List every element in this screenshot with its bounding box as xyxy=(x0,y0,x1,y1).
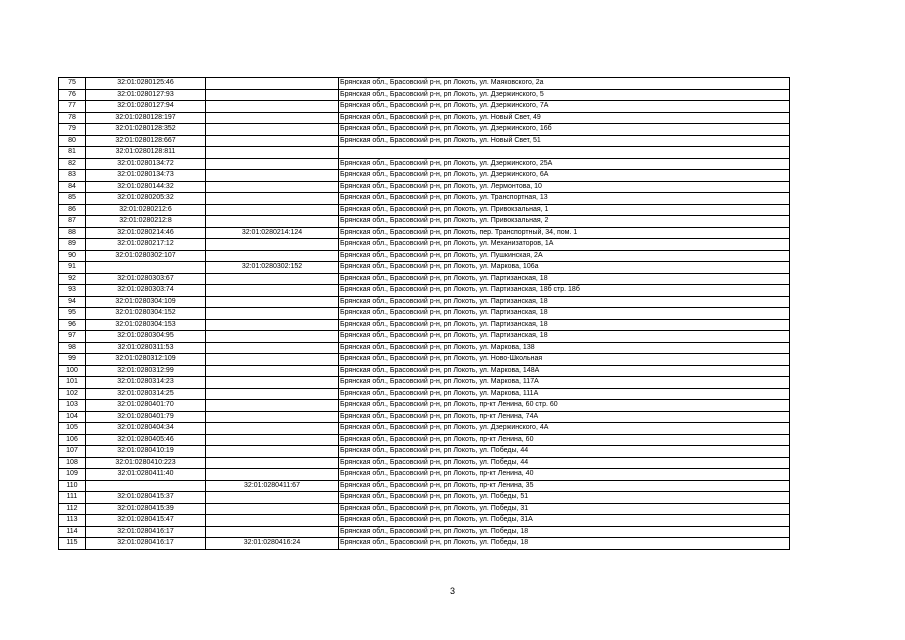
table-row xyxy=(59,89,790,101)
row-number-cell: 75 xyxy=(59,78,86,90)
object-cadastral-number-cell xyxy=(206,377,339,389)
row-number-cell: 115 xyxy=(59,538,86,550)
table-row xyxy=(59,124,790,136)
land-cadastral-number-cell: 32:01:0280415:39 xyxy=(86,503,206,515)
row-number-cell: 90 xyxy=(59,250,86,262)
land-cadastral-number-cell: 32:01:0280415:37 xyxy=(86,492,206,504)
table-row xyxy=(59,273,790,285)
object-cadastral-number-cell xyxy=(206,526,339,538)
object-cadastral-number-cell xyxy=(206,89,339,101)
row-number-cell: 87 xyxy=(59,216,86,228)
table-row xyxy=(59,526,790,538)
address-cell: Брянская обл., Брасовский р-н, рп Локоть, ул. Новый Свет, 49 xyxy=(339,112,790,124)
table-row xyxy=(59,170,790,182)
address-cell: Брянская обл., Брасовский р-н, рп Локоть, ул. Маркова, 111А xyxy=(339,388,790,400)
row-number-cell: 76 xyxy=(59,89,86,101)
land-cadastral-number-cell: 32:01:0280128:811 xyxy=(86,147,206,159)
row-number-cell: 102 xyxy=(59,388,86,400)
address-cell: Брянская обл., Брасовский р-н, рп Локоть, ул. Дзержинского, 16б xyxy=(339,124,790,136)
object-cadastral-number-cell xyxy=(206,181,339,193)
land-cadastral-number-cell: 32:01:0280302:107 xyxy=(86,250,206,262)
land-cadastral-number-cell: 32:01:0280214:46 xyxy=(86,227,206,239)
address-cell: Брянская обл., Брасовский р-н, рп Локоть, ул. Дзержинского, 7А xyxy=(339,101,790,113)
address-cell: Брянская обл., Брасовский р-н, рп Локоть, ул. Победы, 44 xyxy=(339,457,790,469)
address-cell: Брянская обл., Брасовский р-н, рп Локоть, ул. Победы, 18 xyxy=(339,526,790,538)
address-cell: Брянская обл., Брасовский р-н, рп Локоть, пр-кт Ленина, 60 xyxy=(339,434,790,446)
land-cadastral-number-cell: 32:01:0280128:667 xyxy=(86,135,206,147)
land-cadastral-number-cell: 32:01:0280205:32 xyxy=(86,193,206,205)
address-cell: Брянская обл., Брасовский р-н, рп Локоть, ул. Партизанская, 18б стр. 18б xyxy=(339,285,790,297)
row-number-cell: 89 xyxy=(59,239,86,251)
address-cell: Брянская обл., Брасовский р-н, рп Локоть, ул. Дзержинского, 25А xyxy=(339,158,790,170)
address-cell: Брянская обл., Брасовский р-н, рп Локоть, ул. Новый Свет, 51 xyxy=(339,135,790,147)
land-cadastral-number-cell: 32:01:0280410:223 xyxy=(86,457,206,469)
object-cadastral-number-cell: 32:01:0280214:124 xyxy=(206,227,339,239)
object-cadastral-number-cell xyxy=(206,515,339,527)
address-cell: Брянская обл., Брасовский р-н, рп Локоть, ул. Механизаторов, 1А xyxy=(339,239,790,251)
address-cell xyxy=(339,147,790,159)
table-row xyxy=(59,101,790,113)
row-number-cell: 106 xyxy=(59,434,86,446)
object-cadastral-number-cell xyxy=(206,492,339,504)
address-cell: Брянская обл., Брасовский р-н, рп Локоть, ул. Победы, 31 xyxy=(339,503,790,515)
table-row xyxy=(59,365,790,377)
row-number-cell: 79 xyxy=(59,124,86,136)
land-cadastral-number-cell: 32:01:0280134:72 xyxy=(86,158,206,170)
object-cadastral-number-cell xyxy=(206,331,339,343)
object-cadastral-number-cell xyxy=(206,285,339,297)
row-number-cell: 80 xyxy=(59,135,86,147)
object-cadastral-number-cell xyxy=(206,365,339,377)
row-number-cell: 91 xyxy=(59,262,86,274)
object-cadastral-number-cell xyxy=(206,342,339,354)
table-row xyxy=(59,112,790,124)
table-row xyxy=(59,158,790,170)
land-cadastral-number-cell: 32:01:0280312:99 xyxy=(86,365,206,377)
row-number-cell: 99 xyxy=(59,354,86,366)
row-number-cell: 96 xyxy=(59,319,86,331)
table-row xyxy=(59,492,790,504)
object-cadastral-number-cell xyxy=(206,296,339,308)
row-number-cell: 114 xyxy=(59,526,86,538)
object-cadastral-number-cell xyxy=(206,193,339,205)
address-cell: Брянская обл., Брасовский р-н, рп Локоть, ул. Маркова, 117А xyxy=(339,377,790,389)
address-cell: Брянская обл., Брасовский р-н, рп Локоть, ул. Лермонтова, 10 xyxy=(339,181,790,193)
table-row xyxy=(59,411,790,423)
table-row xyxy=(59,377,790,389)
table-row xyxy=(59,469,790,481)
table-row xyxy=(59,204,790,216)
address-cell: Брянская обл., Брасовский р-н, рп Локоть, ул. Партизанская, 18 xyxy=(339,296,790,308)
row-number-cell: 103 xyxy=(59,400,86,412)
object-cadastral-number-cell xyxy=(206,170,339,182)
object-cadastral-number-cell xyxy=(206,457,339,469)
object-cadastral-number-cell: 32:01:0280416:24 xyxy=(206,538,339,550)
row-number-cell: 88 xyxy=(59,227,86,239)
address-cell: Брянская обл., Брасовский р-н, рп Локоть, ул. Дзержинского, 4А xyxy=(339,423,790,435)
table-row xyxy=(59,354,790,366)
land-cadastral-number-cell: 32:01:0280314:25 xyxy=(86,388,206,400)
row-number-cell: 77 xyxy=(59,101,86,113)
land-cadastral-number-cell: 32:01:0280405:46 xyxy=(86,434,206,446)
address-cell: Брянская обл., Брасовский р-н, рп Локоть, ул. Пушкинская, 2А xyxy=(339,250,790,262)
register-table xyxy=(58,77,790,550)
table-row xyxy=(59,480,790,492)
row-number-cell: 109 xyxy=(59,469,86,481)
table-row xyxy=(59,515,790,527)
land-cadastral-number-cell: 32:01:0280128:352 xyxy=(86,124,206,136)
land-cadastral-number-cell: 32:01:0280311:53 xyxy=(86,342,206,354)
land-cadastral-number-cell: 32:01:0280401:70 xyxy=(86,400,206,412)
address-cell: Брянская обл., Брасовский р-н, рп Локоть, ул. Ново-Школьная xyxy=(339,354,790,366)
table-row xyxy=(59,457,790,469)
land-cadastral-number-cell: 32:01:0280303:74 xyxy=(86,285,206,297)
land-cadastral-number-cell: 32:01:0280401:79 xyxy=(86,411,206,423)
object-cadastral-number-cell xyxy=(206,216,339,228)
table-row xyxy=(59,400,790,412)
address-cell: Брянская обл., Брасовский р-н, рп Локоть, ул. Партизанская, 18 xyxy=(339,331,790,343)
land-cadastral-number-cell: 32:01:0280212:8 xyxy=(86,216,206,228)
address-cell: Брянская обл., Брасовский р-н, рп Локоть, ул. Маркова, 106а xyxy=(339,262,790,274)
table-row xyxy=(59,434,790,446)
row-number-cell: 84 xyxy=(59,181,86,193)
address-cell: Брянская обл., Брасовский р-н, рп Локоть, ул. Привокзальная, 1 xyxy=(339,204,790,216)
row-number-cell: 105 xyxy=(59,423,86,435)
table-row xyxy=(59,538,790,550)
row-number-cell: 86 xyxy=(59,204,86,216)
row-number-cell: 82 xyxy=(59,158,86,170)
address-cell: Брянская обл., Брасовский р-н, рп Локоть, ул. Дзержинского, 6А xyxy=(339,170,790,182)
land-cadastral-number-cell: 32:01:0280303:67 xyxy=(86,273,206,285)
object-cadastral-number-cell: 32:01:0280411:67 xyxy=(206,480,339,492)
table-row xyxy=(59,262,790,274)
address-cell: Брянская обл., Брасовский р-н, рп Локоть, ул. Победы, 18 xyxy=(339,538,790,550)
address-cell: Брянская обл., Брасовский р-н, рп Локоть, ул. Маркова, 148А xyxy=(339,365,790,377)
register-table-body xyxy=(59,78,790,550)
land-cadastral-number-cell: 32:01:0280125:46 xyxy=(86,78,206,90)
table-row xyxy=(59,319,790,331)
row-number-cell: 94 xyxy=(59,296,86,308)
address-cell: Брянская обл., Брасовский р-н, рп Локоть, ул. Партизанская, 18 xyxy=(339,308,790,320)
row-number-cell: 92 xyxy=(59,273,86,285)
object-cadastral-number-cell xyxy=(206,388,339,400)
object-cadastral-number-cell xyxy=(206,158,339,170)
table-row xyxy=(59,250,790,262)
land-cadastral-number-cell xyxy=(86,480,206,492)
object-cadastral-number-cell xyxy=(206,446,339,458)
object-cadastral-number-cell xyxy=(206,319,339,331)
object-cadastral-number-cell xyxy=(206,250,339,262)
table-row xyxy=(59,296,790,308)
object-cadastral-number-cell xyxy=(206,112,339,124)
land-cadastral-number-cell: 32:01:0280404:34 xyxy=(86,423,206,435)
land-cadastral-number-cell: 32:01:0280127:93 xyxy=(86,89,206,101)
land-cadastral-number-cell: 32:01:0280304:109 xyxy=(86,296,206,308)
object-cadastral-number-cell xyxy=(206,354,339,366)
table-row xyxy=(59,285,790,297)
land-cadastral-number-cell: 32:01:0280410:19 xyxy=(86,446,206,458)
land-cadastral-number-cell: 32:01:0280304:152 xyxy=(86,308,206,320)
object-cadastral-number-cell xyxy=(206,204,339,216)
object-cadastral-number-cell xyxy=(206,239,339,251)
land-cadastral-number-cell: 32:01:0280416:17 xyxy=(86,526,206,538)
object-cadastral-number-cell xyxy=(206,135,339,147)
object-cadastral-number-cell xyxy=(206,400,339,412)
object-cadastral-number-cell xyxy=(206,503,339,515)
row-number-cell: 111 xyxy=(59,492,86,504)
table-row xyxy=(59,423,790,435)
object-cadastral-number-cell xyxy=(206,411,339,423)
row-number-cell: 78 xyxy=(59,112,86,124)
object-cadastral-number-cell: 32:01:0280302:152 xyxy=(206,262,339,274)
land-cadastral-number-cell: 32:01:0280144:32 xyxy=(86,181,206,193)
table-row xyxy=(59,78,790,90)
object-cadastral-number-cell xyxy=(206,423,339,435)
object-cadastral-number-cell xyxy=(206,469,339,481)
row-number-cell: 95 xyxy=(59,308,86,320)
page-number: 3 xyxy=(449,586,455,596)
row-number-cell: 85 xyxy=(59,193,86,205)
table-row xyxy=(59,342,790,354)
table-row xyxy=(59,308,790,320)
land-cadastral-number-cell: 32:01:0280304:95 xyxy=(86,331,206,343)
address-cell: Брянская обл., Брасовский р-н, рп Локоть, ул. Маяковского, 2а xyxy=(339,78,790,90)
table-row xyxy=(59,503,790,515)
row-number-cell: 101 xyxy=(59,377,86,389)
land-cadastral-number-cell: 32:01:0280128:197 xyxy=(86,112,206,124)
table-row xyxy=(59,239,790,251)
land-cadastral-number-cell: 32:01:0280127:94 xyxy=(86,101,206,113)
object-cadastral-number-cell xyxy=(206,308,339,320)
address-cell: Брянская обл., Брасовский р-н, рп Локоть, ул. Привокзальная, 2 xyxy=(339,216,790,228)
object-cadastral-number-cell xyxy=(206,78,339,90)
address-cell: Брянская обл., Брасовский р-н, рп Локоть, ул. Маркова, 138 xyxy=(339,342,790,354)
object-cadastral-number-cell xyxy=(206,124,339,136)
row-number-cell: 112 xyxy=(59,503,86,515)
row-number-cell: 110 xyxy=(59,480,86,492)
land-cadastral-number-cell: 32:01:0280411:40 xyxy=(86,469,206,481)
table-row xyxy=(59,331,790,343)
land-cadastral-number-cell: 32:01:0280217:12 xyxy=(86,239,206,251)
row-number-cell: 104 xyxy=(59,411,86,423)
object-cadastral-number-cell xyxy=(206,101,339,113)
table-row xyxy=(59,193,790,205)
table-row xyxy=(59,181,790,193)
land-cadastral-number-cell xyxy=(86,262,206,274)
row-number-cell: 98 xyxy=(59,342,86,354)
table-row xyxy=(59,147,790,159)
land-cadastral-number-cell: 32:01:0280312:109 xyxy=(86,354,206,366)
land-cadastral-number-cell: 32:01:0280304:153 xyxy=(86,319,206,331)
row-number-cell: 93 xyxy=(59,285,86,297)
address-cell: Брянская обл., Брасовский р-н, рп Локоть, ул. Партизанская, 18 xyxy=(339,319,790,331)
address-cell: Брянская обл., Брасовский р-н, рп Локоть, ул. Транспортная, 13 xyxy=(339,193,790,205)
table-row xyxy=(59,216,790,228)
row-number-cell: 113 xyxy=(59,515,86,527)
address-cell: Брянская обл., Брасовский р-н, рп Локоть, пр-кт Ленина, 35 xyxy=(339,480,790,492)
address-cell: Брянская обл., Брасовский р-н, рп Локоть, ул. Победы, 51 xyxy=(339,492,790,504)
address-cell: Брянская обл., Брасовский р-н, рп Локоть, ул. Победы, 31А xyxy=(339,515,790,527)
row-number-cell: 83 xyxy=(59,170,86,182)
land-cadastral-number-cell: 32:01:0280212:6 xyxy=(86,204,206,216)
object-cadastral-number-cell xyxy=(206,147,339,159)
land-cadastral-number-cell: 32:01:0280415:47 xyxy=(86,515,206,527)
row-number-cell: 97 xyxy=(59,331,86,343)
table-row xyxy=(59,135,790,147)
address-cell: Брянская обл., Брасовский р-н, рп Локоть, пр-кт Ленина, 40 xyxy=(339,469,790,481)
row-number-cell: 100 xyxy=(59,365,86,377)
address-cell: Брянская обл., Брасовский р-н, рп Локоть, ул. Партизанская, 18 xyxy=(339,273,790,285)
table-row xyxy=(59,388,790,400)
address-cell: Брянская обл., Брасовский р-н, рп Локоть, пр-кт Ленина, 60 стр. 60 xyxy=(339,400,790,412)
table-row xyxy=(59,446,790,458)
row-number-cell: 108 xyxy=(59,457,86,469)
address-cell: Брянская обл., Брасовский р-н, рп Локоть, ул. Дзержинского, 5 xyxy=(339,89,790,101)
land-cadastral-number-cell: 32:01:0280314:23 xyxy=(86,377,206,389)
object-cadastral-number-cell xyxy=(206,273,339,285)
row-number-cell: 81 xyxy=(59,147,86,159)
row-number-cell: 107 xyxy=(59,446,86,458)
object-cadastral-number-cell xyxy=(206,434,339,446)
address-cell: Брянская обл., Брасовский р-н, рп Локоть, ул. Победы, 44 xyxy=(339,446,790,458)
address-cell: Брянская обл., Брасовский р-н, рп Локоть, пер. Транспортный, 34, пом. 1 xyxy=(339,227,790,239)
address-cell: Брянская обл., Брасовский р-н, рп Локоть, пр-кт Ленина, 74А xyxy=(339,411,790,423)
land-cadastral-number-cell: 32:01:0280416:17 xyxy=(86,538,206,550)
table-row xyxy=(59,227,790,239)
land-cadastral-number-cell: 32:01:0280134:73 xyxy=(86,170,206,182)
